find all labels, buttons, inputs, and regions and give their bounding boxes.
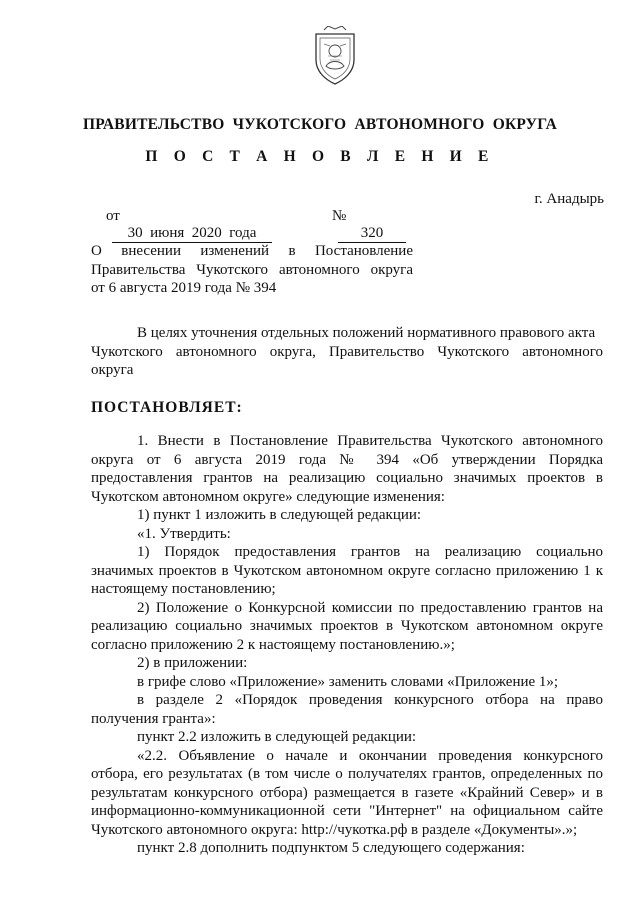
body-line: 1. Внести в Постановление Правительства Чукотского автономного xyxy=(137,433,603,449)
date-prefix: от xyxy=(106,208,120,224)
document-type-title: П О С Т А Н О В Л Е Н И Е xyxy=(145,148,495,165)
body-line: получения гранта»: xyxy=(91,710,216,727)
subject-line: Правительства Чукотского автономного округа xyxy=(91,261,413,278)
document-subject xyxy=(91,242,413,298)
preamble-line: В целях уточнения отдельных положений нормативного правового акта xyxy=(137,325,596,341)
resolve-heading: ПОСТАНОВЛЯЕТ: xyxy=(91,399,243,416)
body-line: «1. Утвердить: xyxy=(137,525,231,542)
body-line: отбора, его результатах (в том числе о получателях грантов, определенных по xyxy=(91,766,603,782)
document-date: 30 июня 2020 года xyxy=(112,225,272,243)
resolution-body xyxy=(91,432,603,858)
body-line: округа от 6 августа 2019 года № 394 «Об утверждении Порядка xyxy=(91,451,603,468)
body-line: в грифе слово «Приложение» заменить словами «Приложение 1»; xyxy=(137,673,559,690)
document-number: 320 xyxy=(338,225,406,243)
preamble xyxy=(91,324,603,380)
body-line: Чукотского автономного округа: http://чукотка.рф в разделе «Документы».»; xyxy=(91,821,578,838)
body-line: 1) пункт 1 изложить в следующей редакции: xyxy=(137,507,422,523)
body-line: предоставления грантов на реализацию социально значимых проектов в xyxy=(91,470,603,486)
subject-line: от 6 августа 2019 года № 394 xyxy=(91,280,277,296)
body-line: информационно-коммуникационной сети "Интернет" на официальном сайте xyxy=(91,803,603,819)
subject-line: О внесении изменений в Постановление xyxy=(91,243,413,259)
preamble-line: Чукотского автономного округа, Правительство Чукотского автономного xyxy=(91,343,603,360)
body-line: согласно приложению 2 к настоящему постановлению.»; xyxy=(91,636,455,653)
body-line: 1) Порядок предоставления грантов на реализацию социально xyxy=(137,544,603,560)
document-place: г. Анадырь xyxy=(534,191,604,207)
coat-of-arms-icon xyxy=(306,26,364,86)
body-line: реализацию социально значимых проектов в Чукотском автономном округе xyxy=(91,618,603,634)
body-line: «2.2. Объявление о начале и окончании проведения конкурсного xyxy=(137,747,603,764)
body-line: пункт 2.2 изложить в следующей редакции: xyxy=(137,729,417,745)
number-sign: № xyxy=(332,208,347,224)
body-line: значимых проектов в Чукотском автономном округе согласно приложению 1 к xyxy=(91,562,603,579)
body-line: 2) Положение о Конкурсной комиссии по предоставлению грантов на xyxy=(137,599,603,616)
preamble-line: округа xyxy=(91,362,134,378)
body-line: Чукотском автономном округе» следующие изменения: xyxy=(91,488,445,505)
body-line: пункт 2.8 дополнить подпунктом 5 следующего содержания: xyxy=(137,840,525,856)
body-line: результатам конкурсного отбора) размещается в газете «Крайний Север» и в xyxy=(91,784,603,801)
body-line: настоящему постановлению; xyxy=(91,581,276,597)
organization-title: ПРАВИТЕЛЬСТВО ЧУКОТСКОГО АВТОНОМНОГО ОКРУГА xyxy=(82,116,558,133)
body-line: 2) в приложении: xyxy=(137,655,248,671)
body-line: в разделе 2 «Порядок проведения конкурсного отбора на право xyxy=(137,692,603,708)
